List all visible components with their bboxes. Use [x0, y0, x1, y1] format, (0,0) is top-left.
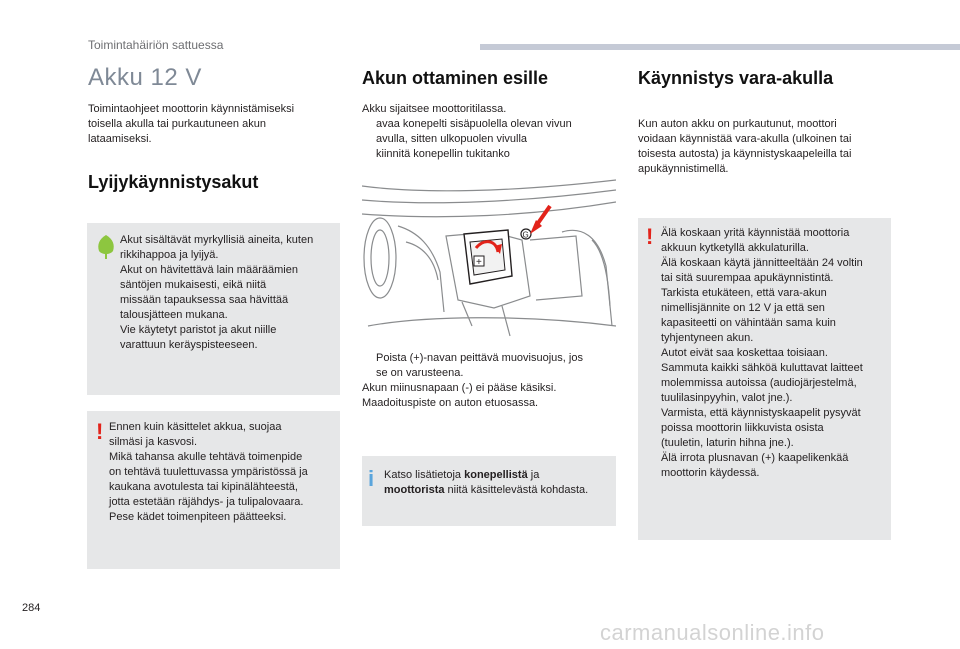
environment-note-box [87, 223, 340, 395]
cover-removal-instructions: Poista (+)-navan peittävä muovisuojus, jos se on varusteena. Akun miinusnapaan (-) ei pääse käsiksi. Maadoituspiste on auton etuosassa. [362, 351, 616, 411]
ground-point [521, 206, 550, 240]
engine-bay-illustration [362, 176, 616, 342]
intro-text: Toimintaohjeet moottorin käynnistämiseksi toisella akulla tai purkautuneen akun lataamiseksi. [88, 103, 295, 145]
warning-text: Ennen kuin käsittelet akkua, suojaa silmäsi ja kasvosi. Mikä tahansa akulle tehtävä toimenpide on tehtävä tuulettuvassa ympäristössä ja kaukana avotulesta tai kipinälähteestä, jotta estetään räjähdys- ja tulipalovaara. Pese kädet toimenpiteen päätteeksi. [109, 421, 308, 523]
section-heading-access: Akun ottaminen esille [362, 68, 549, 88]
leaf-icon [95, 233, 117, 259]
info-box-see-also [362, 456, 616, 526]
section-heading-lead-batteries: Lyijykäynnistysakut [88, 172, 259, 192]
warning-box-jump-start [638, 218, 891, 540]
warning-box-handling [87, 411, 340, 569]
access-instructions: Akku sijaitsee moottoritilassa. avaa konepelti sisäpuolella olevan vivun avulla, sitten ulkopuolen vivulla kiinnitä konepellin tukitanko [362, 102, 612, 162]
section-header: Toimintahäiriön sattuessa [88, 38, 224, 52]
page-title: Akku 12 V [88, 64, 202, 91]
page-number: 284 [22, 602, 41, 614]
info-icon: i [368, 466, 375, 491]
jump-start-warning-text: Älä koskaan yritä käynnistää moottoria akkuun kytketyllä akkulaturilla. Älä koskaan käytä jännitteeltään 24 voltin tai sitä suurempaa apukäynnistintä. Tarkista etukäteen, että vara-akun nimellisjännite on 12 V ja että sen kapasiteetti on vähintään sama kuin tyhjentyneen akun. Autot eivät saa koskettaa toisiaan. Sammuta kaikki sähköä kuluttavat laitteet molemmissa autoissa (audiojärjestelmä, tuulilasinpyyhin, valot jne.). Varmista, että käynnistyskaapelit pysyvät poissa moottorin liikkuvista osista (tuuletin, laturin hihna jne.). Älä irrota plusnavan (+) kaapelikenkää moottorin käydessä. [661, 227, 863, 479]
plus-terminal-label: + [476, 257, 482, 268]
instruction-bullet-remove-cover: Poista (+)-navan peittävä muovisuojus, jos [376, 352, 583, 364]
environment-note-text: Akut sisältävät myrkyllisiä aineita, kuten rikkihappoa ja lyijyä. Akut on hävitettävä lain määräämien säntöjen mukaisesti, eikä niitä missään tapauksessa saa hävittää talousjätteen mukana. Vie käytetyt paristot ja akut niille varattuun keräyspisteeseen. [120, 234, 314, 351]
section-heading-jump-start: Käynnistys vara-akulla [638, 68, 834, 88]
battery-cover [464, 230, 512, 284]
watermark: carmanualsonline.info [600, 620, 825, 645]
warning-icon: ! [646, 224, 654, 249]
jump-start-intro: Kun auton akku on purkautunut, moottori voidaan käynnistää vara-akulla (ulkoinen tai toisesta autosta) ja käynnistyskaapeleilla tai apukäynnistimellä. [638, 118, 852, 175]
warning-icon: ! [96, 419, 104, 444]
instruction-bullet-prop-rod: kiinnitä konepellin tukitanko [376, 148, 510, 160]
instruction-bullet-open-hood: avaa konepelti sisäpuolella olevan vivun [376, 118, 572, 130]
ground-point-label: G [522, 230, 529, 240]
info-text: Katso lisätietoja konepellistä ja moottorista niitä käsittelevästä kohdasta. [384, 469, 589, 496]
header-bar [480, 44, 960, 50]
